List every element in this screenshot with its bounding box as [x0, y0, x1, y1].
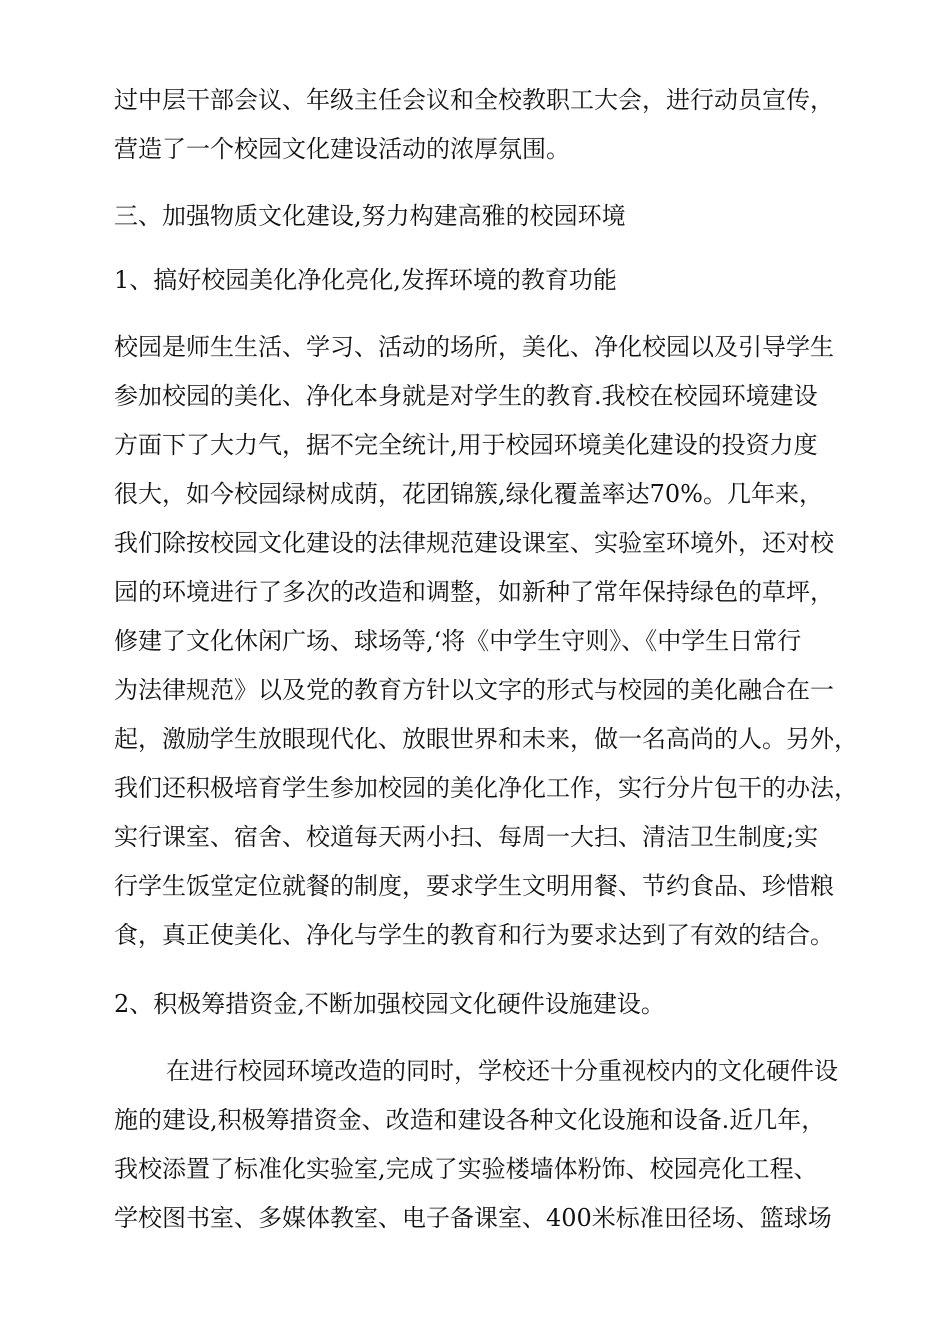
subsection-heading-2: 2、积极筹措资金,不断加强校园文化硬件设施建设。 [114, 990, 665, 1018]
paragraph-line-10: 为法律规范》以及党的教育方针以文字的形式与校园的美化融合在一 [114, 676, 834, 704]
paragraph-line-18: 我校添置了标准化实验室,完成了实验楼墙体粉饰、校园亮化工程、 [114, 1155, 818, 1183]
paragraph-line-3: 校园是师生生活、学习、活动的场所，美化、净化校园以及引导学生 [114, 333, 834, 361]
paragraph-line-11: 起，激励学生放眼现代化、放眼世界和未来，做一名高尚的人。另外， [114, 725, 858, 753]
paragraph-line-7: 我们除按校园文化建设的法律规范建设课室、实验室环境外，还对校 [114, 529, 834, 557]
paragraph-line-4: 参加校园的美化、净化本身就是对学生的教育.我校在校园环境建设 [114, 382, 818, 410]
paragraph-line-1: 过中层干部会议、年级主任会议和全校教职工大会，进行动员宣传， [114, 86, 834, 114]
paragraph-line-5: 方面下了大力气，据不完全统计,用于校园环境美化建设的投资力度 [114, 431, 818, 459]
section-heading: 三、加强物质文化建设,努力构建高雅的校园环境 [114, 202, 626, 230]
paragraph-line-2: 营造了一个校园文化建设活动的浓厚氛围。 [114, 135, 570, 163]
paragraph-line-8: 园的环境进行了多次的改造和调整，如新种了常年保持绿色的草坪， [114, 578, 834, 606]
paragraph-line-9: 修建了文化休闲广场、球场等,‘将《中学生守则》、《中学生日常行 [114, 627, 802, 655]
subsection-heading-1: 1、搞好校园美化净化亮化,发挥环境的教育功能 [114, 266, 617, 294]
paragraph-line-17: 施的建设,积极筹措资金、改造和建设各种文化设施和设备.近几年， [114, 1106, 826, 1134]
paragraph-line-6: 很大，如今校园绿树成荫，花团锦簇,绿化覆盖率达70%。几年来， [114, 480, 823, 508]
paragraph-line-12: 我们还积极培育学生参加校园的美化净化工作，实行分片包干的办法， [114, 774, 858, 802]
paragraph-line-19: 学校图书室、多媒体教室、电子备课室、400米标准田径场、篮球场 [114, 1204, 832, 1232]
paragraph-line-15: 食，真正使美化、净化与学生的教育和行为要求达到了有效的结合。 [114, 921, 834, 949]
paragraph-line-14: 行学生饭堂定位就餐的制度，要求学生文明用餐、节约食品、珍惜粮 [114, 872, 834, 900]
paragraph-line-16: 在进行校园环境改造的同时，学校还十分重视校内的文化硬件设 [166, 1057, 838, 1085]
paragraph-line-13: 实行课室、宿舍、校道每天两小扫、每周一大扫、清洁卫生制度;实 [114, 823, 819, 851]
